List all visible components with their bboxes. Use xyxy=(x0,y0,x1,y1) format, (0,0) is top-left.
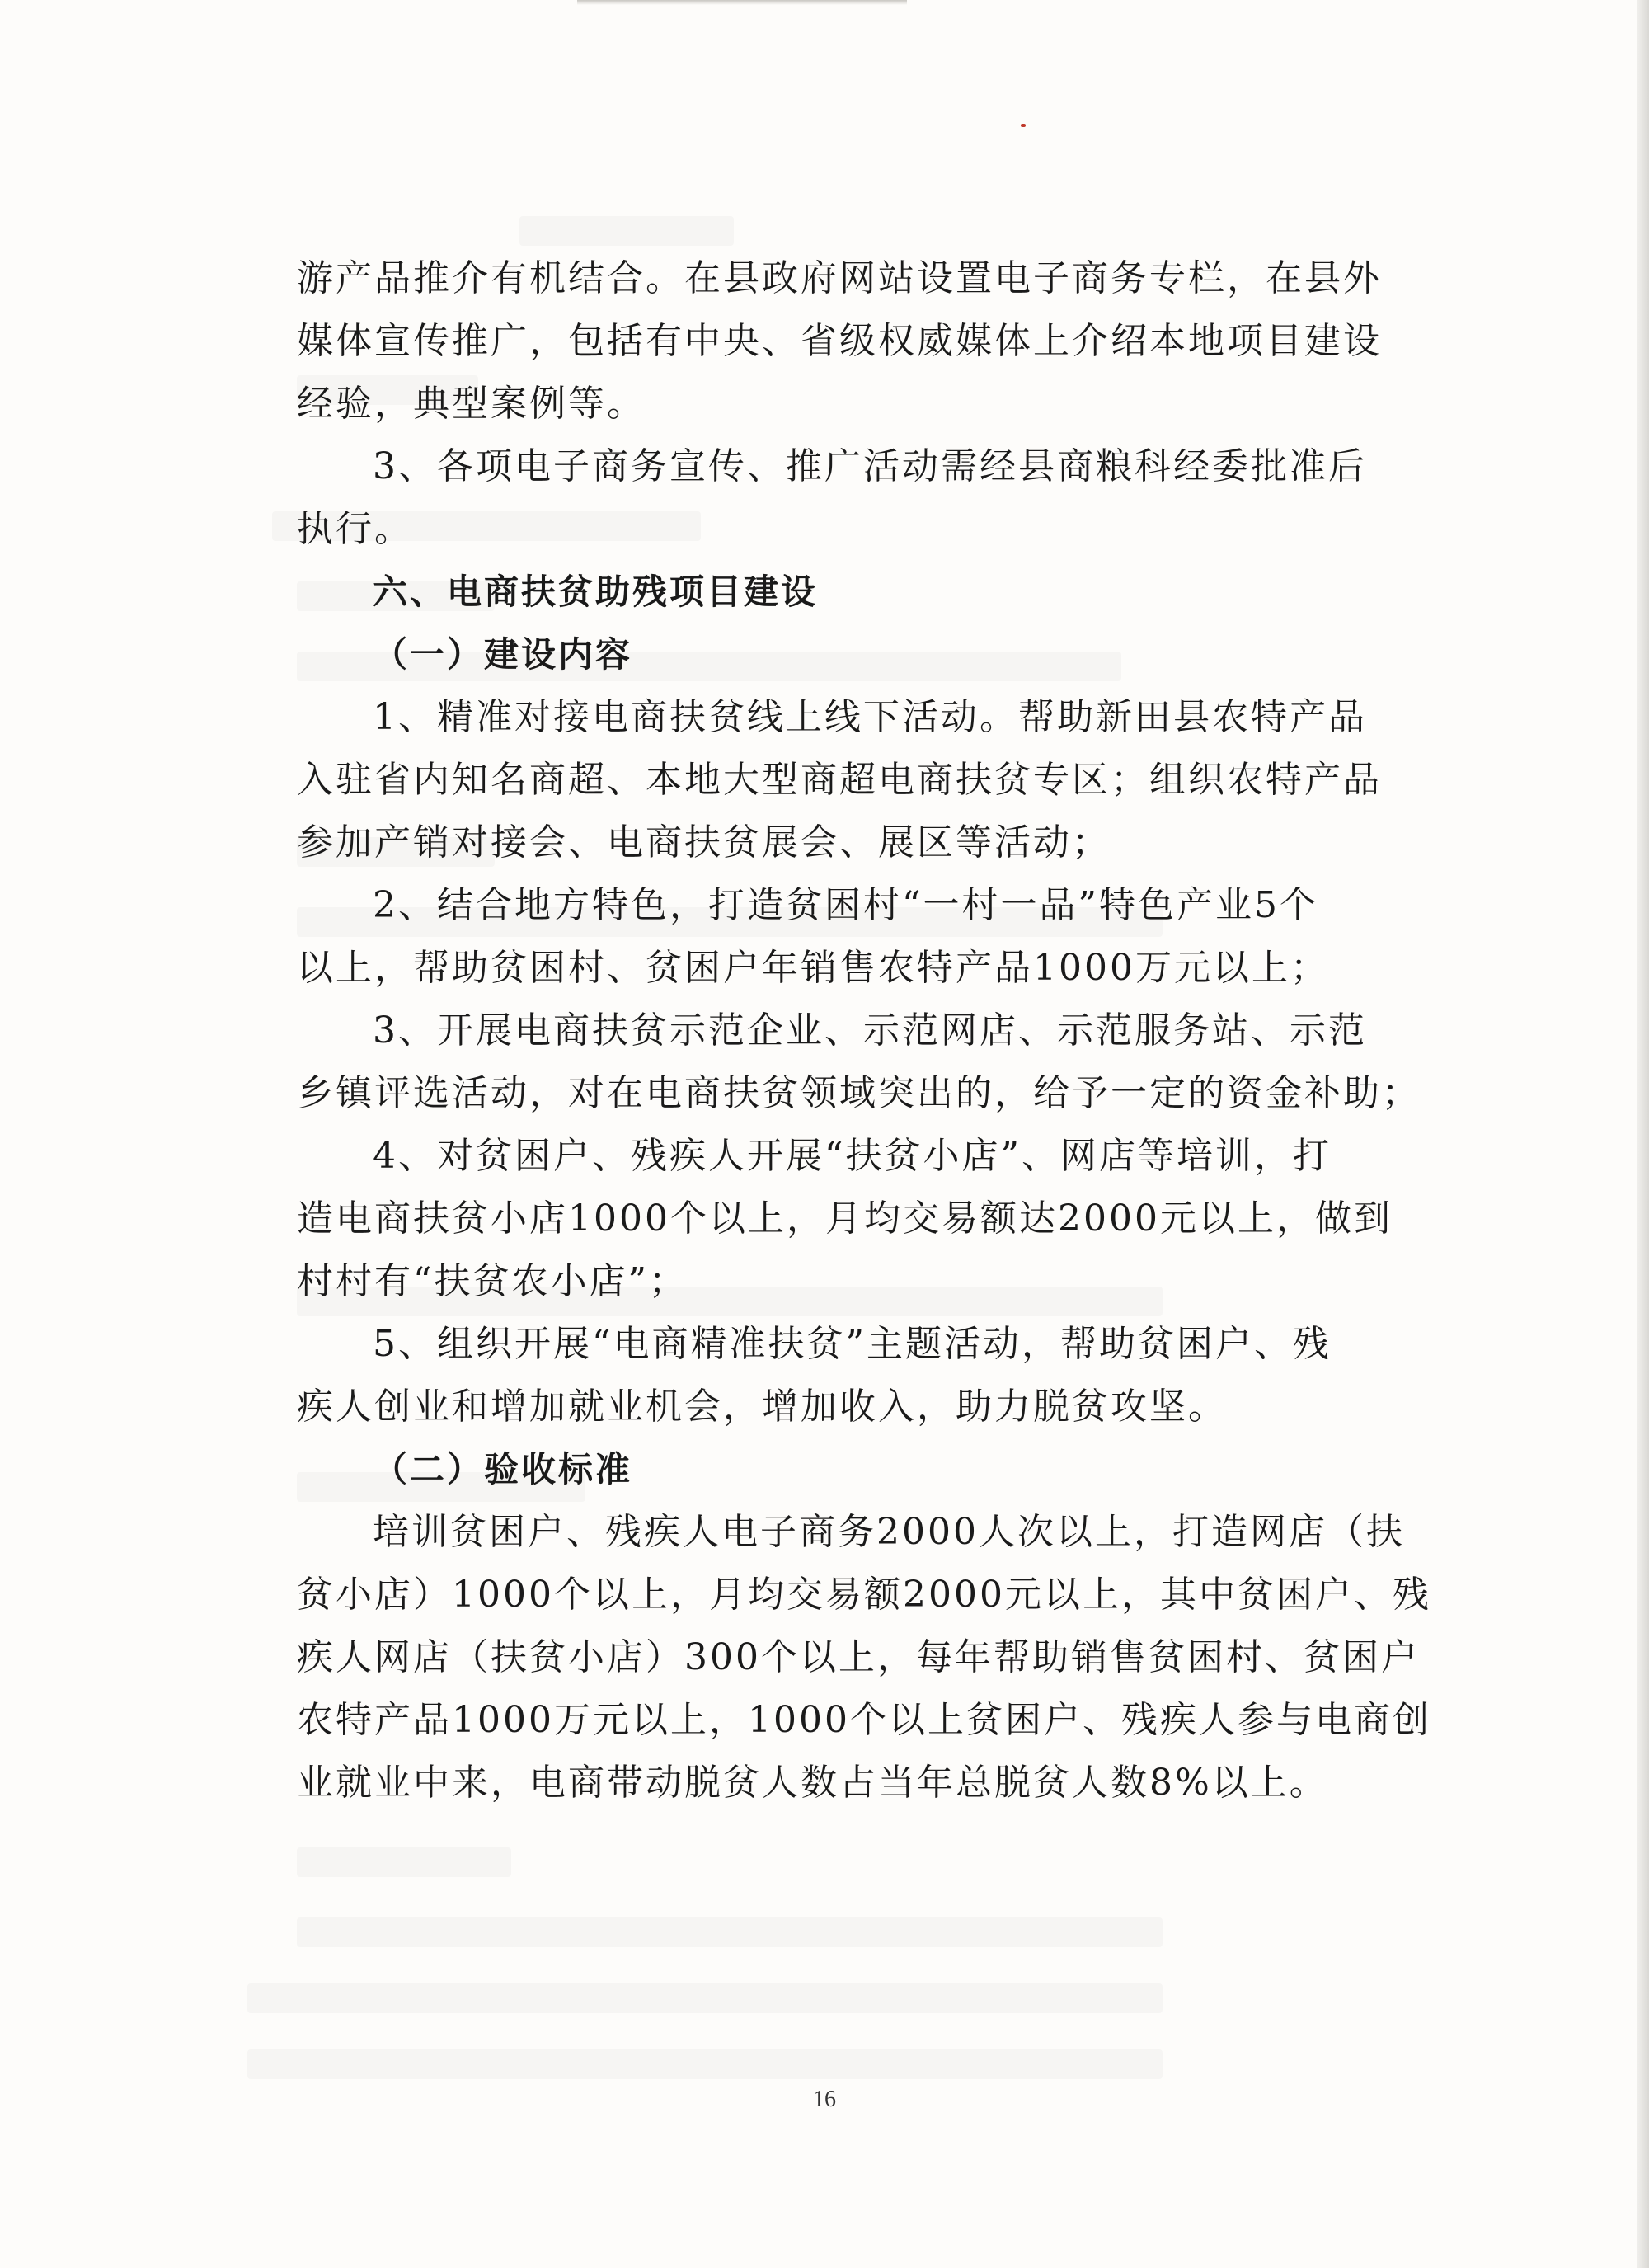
paragraph-line: 入驻省内知名商超、本地大型商超电商扶贫专区；组织农特产品 xyxy=(297,759,1382,801)
paragraph-line: 2、结合地方特色，打造贫困村“一村一品”特色产业5个 xyxy=(373,884,1318,926)
paragraph-line: 疾人网店（扶贫小店）300个以上，每年帮助销售贫困村、贫困户 xyxy=(297,1636,1420,1678)
paragraph-line: 农特产品1000万元以上，1000个以上贫困户、残疾人参与电商创 xyxy=(297,1699,1431,1741)
paragraph-line: 游产品推介有机结合。在县政府网站设置电子商务专栏，在县外 xyxy=(297,257,1382,299)
paragraph-line: 乡镇评选活动，对在电商扶贫领域突出的，给予一定的资金补助； xyxy=(297,1072,1421,1114)
paragraph-line: 4、对贫困户、残疾人开展“扶贫小店”、网店等培训，打 xyxy=(373,1135,1332,1177)
paragraph-line: 参加产销对接会、电商扶贫展会、展区等活动； xyxy=(297,821,1111,863)
paragraph-line: 经验，典型案例等。 xyxy=(297,383,646,425)
page-number: 16 xyxy=(813,2087,836,2112)
paragraph-line: 以上，帮助贫困村、贫困户年销售农特产品1000万元以上； xyxy=(297,947,1329,989)
paragraph-line: 疾人创业和增加就业机会，增加收入，助力脱贫攻坚。 xyxy=(297,1386,1227,1428)
paragraph-line: 媒体宣传推广，包括有中央、省级权威媒体上介绍本地项目建设 xyxy=(297,320,1382,362)
paragraph-line: 贫小店）1000个以上，月均交易额2000元以上，其中贫困户、残 xyxy=(297,1574,1431,1616)
paragraph-line: 3、开展电商扶贫示范企业、示范网店、示范服务站、示范 xyxy=(373,1009,1367,1052)
section-heading: 六、电商扶贫助残项目建设 xyxy=(373,572,819,612)
paragraph-line: 造电商扶贫小店1000个以上，月均交易额达2000元以上，做到 xyxy=(297,1198,1393,1240)
paragraph-line: 3、各项电子商务宣传、推广活动需经县商粮科经委批准后 xyxy=(373,445,1367,487)
scan-edge-right xyxy=(1637,0,1649,2268)
scan-speck xyxy=(1021,124,1026,127)
paragraph-line: 执行。 xyxy=(297,508,413,550)
paragraph-line: 业就业中来，电商带动脱贫人数占当年总脱贫人数8%以上。 xyxy=(297,1762,1328,1804)
scan-edge-top xyxy=(577,0,907,5)
document-body xyxy=(297,247,1431,1814)
section-heading: （一）建设内容 xyxy=(373,634,633,675)
paragraph-line: 培训贫困户、残疾人电子商务2000人次以上，打造网店（扶 xyxy=(373,1511,1405,1553)
paragraph-line: 1、精准对接电商扶贫线上线下活动。帮助新田县农特产品 xyxy=(373,696,1367,738)
section-heading: （二）验收标准 xyxy=(373,1449,633,1489)
paragraph-line: 村村有“扶贫农小店”； xyxy=(297,1260,688,1302)
paragraph-line: 5、组织开展“电商精准扶贫”主题活动，帮助贫困户、残 xyxy=(373,1323,1332,1365)
